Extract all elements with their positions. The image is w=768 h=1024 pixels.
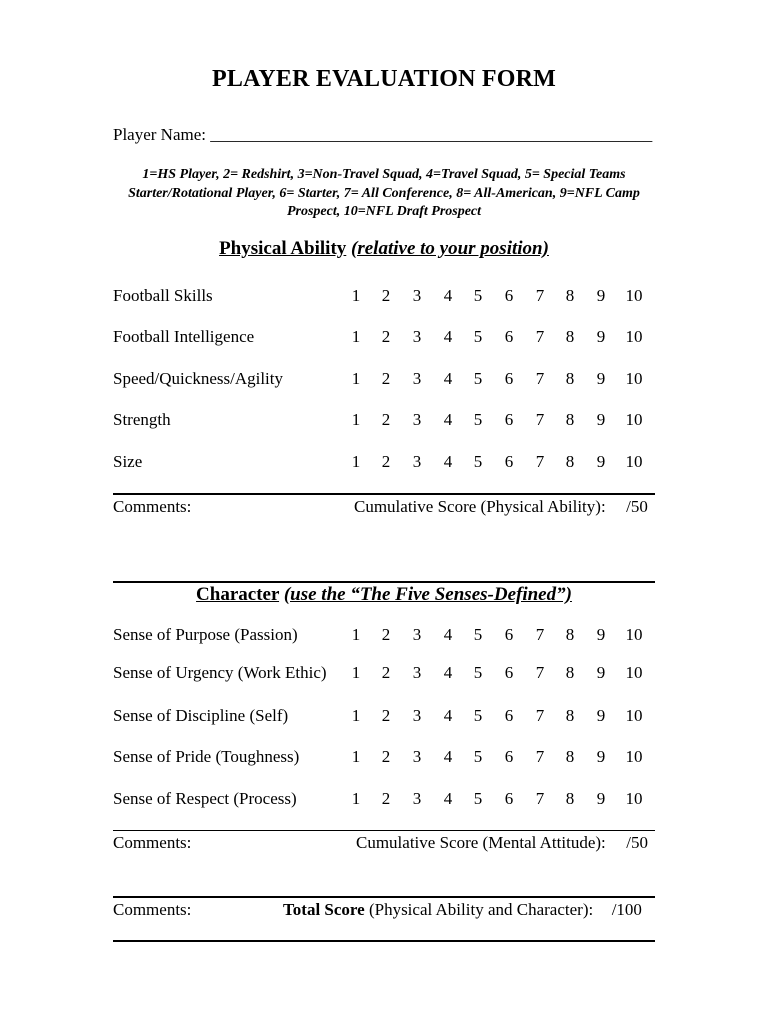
rating-option[interactable]: 7 [535,789,545,808]
rating-option[interactable]: 3 [412,625,422,644]
criterion-label: Size [113,452,143,471]
player-name-blank[interactable]: ____________________________________________________ [210,125,653,144]
rating-option[interactable]: 10 [625,410,643,429]
rating-option[interactable]: 6 [504,327,514,346]
rating-option[interactable]: 8 [565,327,575,346]
rating-option[interactable]: 6 [504,286,514,305]
criterion-row [113,327,658,351]
rating-option[interactable]: 9 [596,663,606,682]
rating-option[interactable]: 10 [625,706,643,725]
rating-option[interactable]: 1 [351,286,361,305]
rating-option[interactable]: 1 [351,663,361,682]
physical-cumulative-max: /50 [626,497,648,516]
rating-option[interactable]: 8 [565,625,575,644]
rating-option[interactable]: 5 [473,747,483,766]
rating-option[interactable]: 3 [412,452,422,471]
rating-option[interactable]: 2 [381,789,391,808]
rating-option[interactable]: 8 [565,789,575,808]
criterion-label: Speed/Quickness/Agility [113,369,283,388]
character-heading-sub: (use the “The Five Senses-Defined”) [283,584,572,605]
rating-option[interactable]: 6 [504,452,514,471]
rating-option[interactable]: 7 [535,625,545,644]
total-score-sublabel: (Physical Ability and Character): [368,900,594,919]
rating-option[interactable]: 7 [535,706,545,725]
rating-option[interactable]: 2 [381,706,391,725]
rating-option[interactable]: 4 [443,789,453,808]
form-title: PLAYER EVALUATION FORM [212,66,556,92]
rating-option[interactable]: 10 [625,663,643,682]
rating-option[interactable]: 4 [443,327,453,346]
character-heading-main: Character [196,584,280,605]
criterion-label: Sense of Purpose (Passion) [113,625,298,644]
physical-cumulative-score [354,497,648,517]
rating-option[interactable]: 3 [412,663,422,682]
rating-option[interactable]: 9 [596,452,606,471]
rating-option[interactable]: 7 [535,410,545,429]
rating-option[interactable]: 5 [473,663,483,682]
rating-option[interactable]: 9 [596,410,606,429]
criterion-row [113,663,658,687]
rating-option[interactable]: 4 [443,663,453,682]
rating-option[interactable]: 7 [535,452,545,471]
rating-option[interactable]: 8 [565,747,575,766]
rating-option[interactable]: 5 [473,789,483,808]
physical-heading-sub: (relative to your position) [351,238,549,259]
criterion-row [113,452,658,476]
criterion-row [113,747,658,771]
rating-option[interactable]: 10 [625,286,643,305]
criterion-row [113,789,658,813]
rating-option[interactable]: 8 [565,369,575,388]
physical-ability-heading [0,238,768,260]
rating-option[interactable]: 3 [412,410,422,429]
criterion-label: Sense of Respect (Process) [113,789,297,808]
character-cumulative-label: Cumulative Score (Mental Attitude): [356,833,606,852]
rating-option[interactable]: 10 [625,369,643,388]
rating-option[interactable]: 1 [351,327,361,346]
rating-option[interactable]: 9 [596,286,606,305]
rating-option[interactable]: 8 [565,663,575,682]
rating-option[interactable]: 3 [412,286,422,305]
rating-option[interactable]: 1 [351,410,361,429]
rating-option[interactable]: 9 [596,327,606,346]
rating-option[interactable]: 1 [351,369,361,388]
rating-option[interactable]: 10 [625,452,643,471]
player-name-label: Player Name: [113,125,206,144]
rating-option[interactable]: 4 [443,747,453,766]
criterion-row [113,706,658,730]
rating-option[interactable]: 6 [504,706,514,725]
rating-option[interactable]: 9 [596,706,606,725]
bottom-divider [113,940,655,942]
rating-option[interactable]: 2 [381,452,391,471]
rating-option[interactable]: 2 [381,663,391,682]
rating-option[interactable]: 2 [381,327,391,346]
total-comments-label: Comments: [113,900,192,919]
rating-option[interactable]: 7 [535,663,545,682]
rating-option[interactable]: 4 [443,369,453,388]
criterion-row [113,369,658,393]
rating-option[interactable]: 2 [381,286,391,305]
criterion-label: Sense of Urgency (Work Ethic) [113,663,327,682]
character-top-divider [113,581,655,583]
rating-option[interactable]: 5 [473,286,483,305]
rating-option[interactable]: 2 [381,369,391,388]
rating-option[interactable]: 4 [443,286,453,305]
rating-option[interactable]: 10 [625,789,643,808]
rating-scale-key: 1=HS Player, 2= Redshirt, 3=Non-Travel Squad, 4=Travel Squad, 5= Special Teams Starter/Rotational Player, 6= Starter, 7= All Conference, 8= All-American, 9=NFL Camp Prospect, 10=NFL Draft Prospect [128,167,640,219]
rating-option[interactable]: 4 [443,452,453,471]
rating-option[interactable]: 3 [412,369,422,388]
rating-option[interactable]: 2 [381,747,391,766]
physical-comments-label: Comments: [113,497,192,516]
character-heading [0,584,768,606]
rating-option[interactable]: 8 [565,286,575,305]
rating-option[interactable]: 6 [504,625,514,644]
rating-option[interactable]: 5 [473,452,483,471]
character-cumulative-max: /50 [626,833,648,852]
criterion-label: Strength [113,410,171,429]
rating-option[interactable]: 10 [625,747,643,766]
physical-divider [113,493,655,495]
criterion-row [113,625,658,649]
rating-option[interactable]: 1 [351,747,361,766]
rating-option[interactable]: 7 [535,747,545,766]
rating-option[interactable]: 1 [351,706,361,725]
rating-option[interactable]: 5 [473,625,483,644]
rating-option[interactable]: 3 [412,747,422,766]
rating-option[interactable]: 8 [565,452,575,471]
rating-option[interactable]: 5 [473,706,483,725]
rating-option[interactable]: 8 [565,706,575,725]
rating-option[interactable]: 1 [351,789,361,808]
criterion-label: Football Intelligence [113,327,255,346]
criterion-label: Football Skills [113,286,213,305]
criterion-label: Sense of Pride (Toughness) [113,747,300,766]
rating-option[interactable]: 5 [473,327,483,346]
rating-option[interactable]: 2 [381,625,391,644]
character-comments-label: Comments: [113,833,192,852]
criterion-row [113,286,658,310]
rating-option[interactable]: 4 [443,706,453,725]
rating-option[interactable]: 6 [504,410,514,429]
rating-option[interactable]: 2 [381,410,391,429]
physical-heading-main: Physical Ability [219,238,347,259]
rating-option[interactable]: 3 [412,706,422,725]
rating-option[interactable]: 1 [351,452,361,471]
rating-option[interactable]: 6 [504,789,514,808]
rating-option[interactable]: 6 [504,663,514,682]
character-divider [113,830,655,831]
rating-option[interactable]: 8 [565,410,575,429]
rating-option[interactable]: 5 [473,369,483,388]
total-score [283,900,642,920]
total-top-divider [113,896,655,898]
rating-option[interactable]: 6 [504,747,514,766]
criterion-row [113,410,658,434]
total-score-label: Total Score [283,900,365,919]
rating-option[interactable]: 4 [443,410,453,429]
rating-option[interactable]: 7 [535,369,545,388]
rating-option[interactable]: 9 [596,747,606,766]
rating-option[interactable]: 7 [535,327,545,346]
rating-option[interactable]: 3 [412,327,422,346]
rating-option[interactable]: 5 [473,410,483,429]
rating-option[interactable]: 1 [351,625,361,644]
rating-option[interactable]: 9 [596,369,606,388]
rating-option[interactable]: 4 [443,625,453,644]
rating-option[interactable]: 7 [535,286,545,305]
criterion-label: Sense of Discipline (Self) [113,706,289,725]
rating-option[interactable]: 9 [596,625,606,644]
total-score-max: /100 [611,900,642,919]
player-name-field[interactable] [113,125,652,145]
rating-option[interactable]: 10 [625,625,643,644]
rating-option[interactable]: 6 [504,369,514,388]
rating-option[interactable]: 10 [625,327,643,346]
character-cumulative-score [356,833,648,853]
rating-option[interactable]: 3 [412,789,422,808]
rating-option[interactable]: 9 [596,789,606,808]
physical-cumulative-label: Cumulative Score (Physical Ability): [354,497,606,516]
